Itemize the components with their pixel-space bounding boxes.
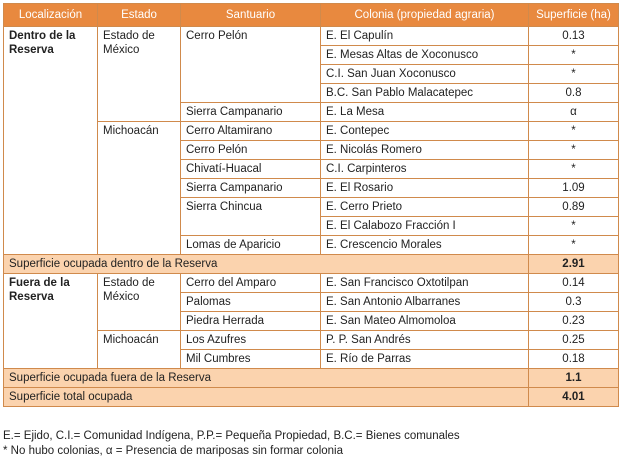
grand-total-label: Superficie total ocupada — [4, 388, 529, 407]
santuario-cell: Cerro del Amparo — [181, 274, 321, 293]
header-santuario: Santuario — [181, 4, 321, 27]
colonia-cell: E. Nicolás Romero — [321, 141, 529, 160]
superficie-cell: * — [529, 46, 619, 65]
estado-cell: Michoacán — [98, 331, 181, 369]
santuario-cell: Lomas de Aparicio — [181, 236, 321, 255]
superficie-cell: 0.13 — [529, 27, 619, 46]
superficie-cell: 0.23 — [529, 312, 619, 331]
grand-total-value: 4.01 — [529, 388, 619, 407]
superficie-cell: 0.18 — [529, 350, 619, 369]
subtotal-label: Superficie ocupada fuera de la Reserva — [4, 369, 529, 388]
header-superficie: Superficie (ha) — [529, 4, 619, 27]
colonia-cell: E. San Antonio Albarranes — [321, 293, 529, 312]
superficie-cell: α — [529, 103, 619, 122]
colonia-cell: E. Crescencio Morales — [321, 236, 529, 255]
superficie-cell: 0.89 — [529, 198, 619, 217]
superficie-cell: * — [529, 217, 619, 236]
santuario-cell: Sierra Campanario — [181, 179, 321, 198]
colonia-cell: C.I. Carpinteros — [321, 160, 529, 179]
estado-cell: Estado de México — [98, 27, 181, 122]
superficie-cell: 1.09 — [529, 179, 619, 198]
colonies-table — [3, 3, 619, 407]
colonia-cell: E. Mesas Altas de Xoconusco — [321, 46, 529, 65]
estado-cell: Estado de México — [98, 274, 181, 331]
estado-cell: Michoacán — [98, 122, 181, 255]
santuario-cell: Cerro Pelón — [181, 141, 321, 160]
colonia-cell: E. San Francisco Oxtotilpan — [321, 274, 529, 293]
colonia-cell: E. La Mesa — [321, 103, 529, 122]
superficie-cell: 0.8 — [529, 84, 619, 103]
table-row — [4, 274, 619, 293]
section-label-dentro: Dentro de la Reserva — [4, 27, 98, 255]
santuario-cell: Cerro Pelón — [181, 27, 321, 103]
footnote-symbols: * No hubo colonias, α = Presencia de mariposas sin formar colonia — [3, 445, 344, 457]
colonia-cell: E. El Capulín — [321, 27, 529, 46]
section-label-fuera: Fuera de la Reserva — [4, 274, 98, 369]
colonia-cell: B.C. San Pablo Malacatepec — [321, 84, 529, 103]
santuario-cell: Cerro Altamirano — [181, 122, 321, 141]
superficie-cell: 0.25 — [529, 331, 619, 350]
table-row — [4, 27, 619, 46]
santuario-cell: Los Azufres — [181, 331, 321, 350]
santuario-cell: Sierra Chincua — [181, 198, 321, 236]
superficie-cell: 0.14 — [529, 274, 619, 293]
footnote-abbreviations: E.= Ejido, C.I.= Comunidad Indígena, P.P.= Pequeña Propiedad, B.C.= Bienes comunales — [3, 430, 460, 442]
subtotal-row-dentro — [4, 255, 619, 274]
colonia-cell: C.I. San Juan Xoconusco — [321, 65, 529, 84]
santuario-cell: Mil Cumbres — [181, 350, 321, 369]
colonia-cell: E. El Rosario — [321, 179, 529, 198]
santuario-cell: Sierra Campanario — [181, 103, 321, 122]
superficie-cell: * — [529, 236, 619, 255]
colonia-cell: E. Río de Parras — [321, 350, 529, 369]
superficie-cell: * — [529, 141, 619, 160]
superficie-cell: 0.3 — [529, 293, 619, 312]
colonia-cell: E. Cerro Prieto — [321, 198, 529, 217]
header-estado: Estado — [98, 4, 181, 27]
header-colonia: Colonia (propiedad agraria) — [321, 4, 529, 27]
grand-total-row — [4, 388, 619, 407]
superficie-cell: * — [529, 65, 619, 84]
superficie-cell: * — [529, 160, 619, 179]
superficie-cell: * — [529, 122, 619, 141]
colonia-cell: E. El Calabozo Fracción I — [321, 217, 529, 236]
header-row — [4, 4, 619, 27]
subtotal-value: 2.91 — [529, 255, 619, 274]
santuario-cell: Piedra Herrada — [181, 312, 321, 331]
santuario-cell: Palomas — [181, 293, 321, 312]
colonia-cell: P. P. San Andrés — [321, 331, 529, 350]
subtotal-label: Superficie ocupada dentro de la Reserva — [4, 255, 529, 274]
subtotal-row-fuera — [4, 369, 619, 388]
santuario-cell: Chivatí-Huacal — [181, 160, 321, 179]
colonia-cell: E. San Mateo Almomoloa — [321, 312, 529, 331]
header-localizacion: Localización — [4, 4, 98, 27]
subtotal-value: 1.1 — [529, 369, 619, 388]
colonia-cell: E. Contepec — [321, 122, 529, 141]
